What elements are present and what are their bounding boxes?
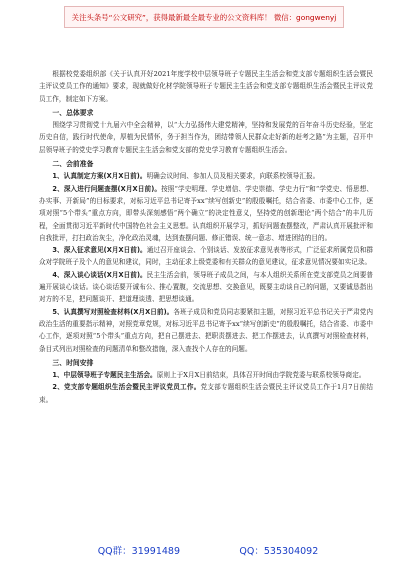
paragraph-lead: 3、深入征求意见(X月X日前)。	[52, 246, 147, 255]
qq-number-text: QQ：535304092	[239, 546, 319, 557]
document-body	[39, 68, 373, 406]
paragraph: 围绕学习贯彻党十九届六中全会精神，以“大力弘扬伟大建党精神，坚持和发展党的百年奋斗历史经验，坚定历史自信，践行时代使命，厚植为民情怀，务于担当作为，团结带领人民群众走好新的赶考之路”为主题，召开中层领导班子的党史学习教育专题民主生活会和党支部的党史学习教育专题组织生活会。	[39, 121, 373, 154]
header-promo-banner	[64, 6, 344, 28]
paragraph: 3、深入征求意见(X月X日前)。通过召开座谈会、个别谈话、发放征求意见表等形式，广泛征求所属党员和群众对学院班子及个人的意见和建议，同时，主动征求上级党委和有关群众的意见建议，征求意见情况要如实记录。	[39, 246, 373, 267]
paragraph: 2、深入进行问题查摆(X月X日前)。按照“学史明理、学史增信、学史崇德、学史力行”和“学党史、悟思想、办实事、开新局”的目标要求，对标习近平总书记寄予xx“续写创新史”的殷殷嘱托，结合省委、市委中心工作，逐项对照“5个带头”重点方向，即带头深刻感悟“两个确立”的决定性意义，坚持党的创新理论“两个结合”的丰几历程，全面贯彻习近平新时代中国特色社会主义思想。认真组织开展学习，抓好问题查摆整改，严肃认真开展批评和自我批评，打扫政治灰尘，净化政治灵魂，达到查摆问题、修正错误、统一意志、增进团结的目的。	[39, 184, 374, 242]
section-preparation	[39, 158, 373, 355]
section-general-requirements	[39, 107, 373, 156]
paragraph: 5、认真撰写对照检查材料(X月X日前)。各班子成员和党员同志要紧扣主题，对照习近平总书记关于严肃党内政治生活的重要指示精神，对照党章党规，对标习近平总书记寄予xx“续写创新史”的殷殷嘱托，结合省委、市委中心工作，逐项对照“5个带头”重点方向，把自己摆进去、把职责摆进去、把工作摆进去，认真撰写对照检查材料，条目式列出对照检查的问题清单和整改措施，深入查找个人存在的问题。	[39, 307, 373, 353]
section-heading: 一、总体要求	[52, 108, 94, 117]
paragraph: 2、党支部专题组织生活会暨民主评议党员工作。党支部专题组织生活会暨民主评议党员工作于1月7日前结束。	[39, 383, 373, 404]
paragraph: 1、中层领导班子专题民主生活会。原则上于X月X日前结束，具体召开时间由学院党委与联系校领导商定。	[52, 371, 366, 380]
intro-paragraph: 根据校党委组织部《关于认真开好2021年度学校中层领导班子专题民主生活会和党支部专题组织生活会暨民主评议党员工作的通知》要求，现就做好化材学院领导班子专题民主生活会和党支部专题组织生活会暨民主评议党员工作，制定如下方案。	[39, 70, 373, 103]
paragraph: 4、深入谈心谈话(X月X日前)。民主生活会前，领导班子成员之间，与本人组织关系所在党支部党员之间要普遍开展谈心谈话。谈心谈话要开诚布公、推心置腹，交流思想、交换意见，既要主动谈自己的问题，又要诚恳指出对方的不足，把问题谈开、把道理谈透、把思想谈通。	[39, 270, 373, 304]
paragraph: 1、认真制定方案(X月X日前)。明确会议时间、参加人员及相关要求，向联系校领导汇报。	[52, 172, 320, 181]
paragraph-lead: 5、认真撰写对照检查材料(X月X日前)。	[52, 307, 174, 316]
paragraph-lead: 4、深入谈心谈话(X月X日前)。	[52, 270, 147, 279]
banner-text: 关注头条号“公文研究”，获得最新最全最专业的公文资料库！ 微信：gongwenyj	[71, 12, 337, 22]
section-schedule	[39, 357, 373, 406]
paragraph-lead: 2、深入进行问题查摆(X月X日前)。	[52, 184, 162, 193]
paragraph-lead: 1、认真制定方案(X月X日前)。	[52, 172, 147, 181]
footer-contact-bar	[68, 541, 348, 559]
paragraph-lead: 1、中层领导班子专题民主生活会。	[52, 371, 157, 380]
qq-group-text: QQ群：31991489	[97, 546, 181, 557]
section-heading: 二、会前准备	[52, 160, 94, 169]
section-heading: 三、时间安排	[52, 358, 94, 367]
paragraph-lead: 2、党支部专题组织生活会暨民主评议党员工作。	[52, 383, 201, 392]
